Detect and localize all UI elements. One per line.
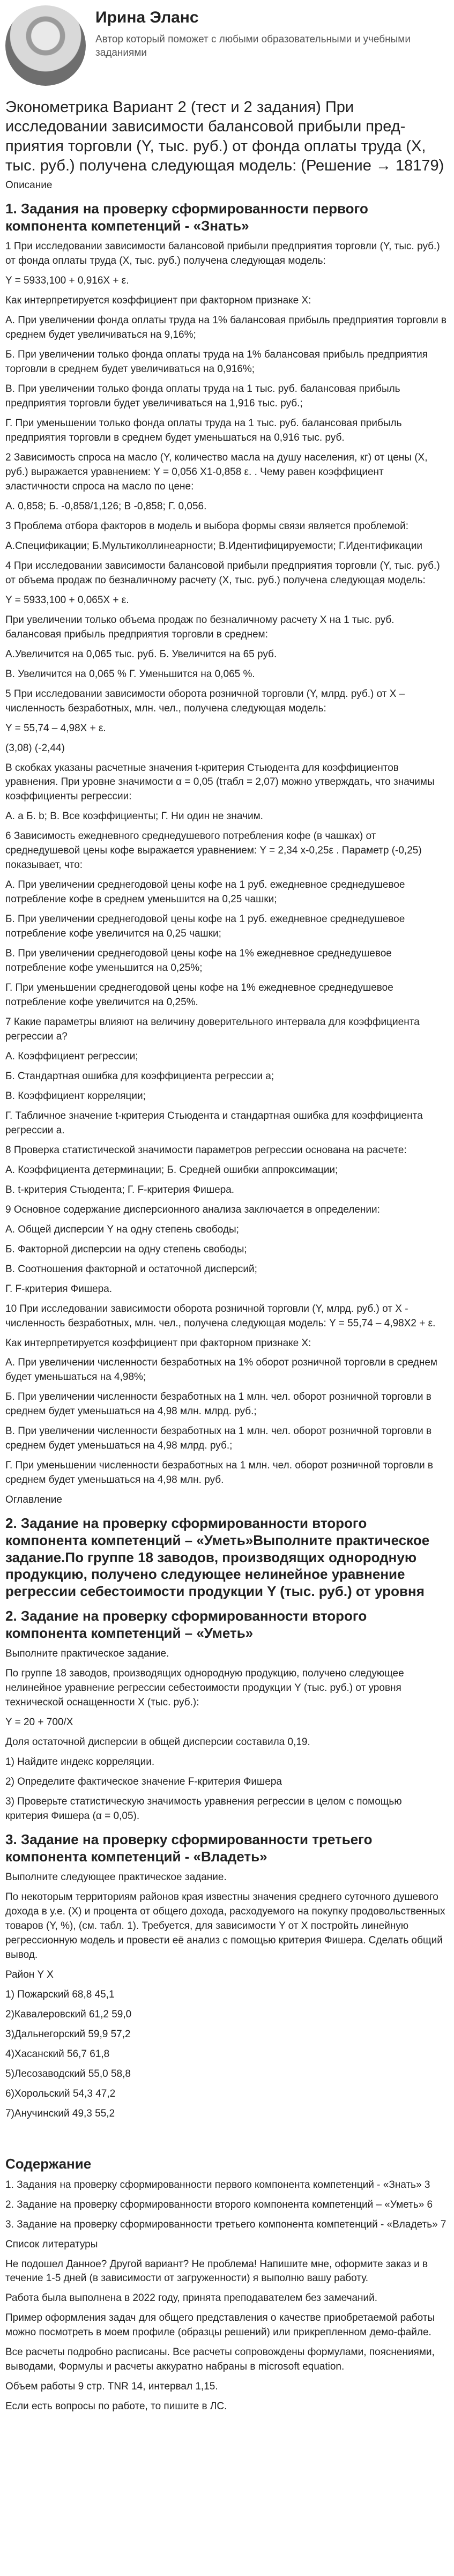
avatar[interactable] [5, 5, 86, 86]
toc-heading: Содержание [5, 2155, 92, 2172]
paragraph: Выполните практическое задание. [5, 1648, 169, 1660]
paragraph: 8 Проверка статистической значимости параметров регрессии основана на расчете: [5, 1144, 407, 1156]
paragraph: А. Коэффициента детерминации; Б. Средней ошибки аппроксимации; [5, 1164, 338, 1176]
paragraph: 3)Дальнегорский 59,9 57,2 [5, 2029, 131, 2040]
paragraph: Не подошел Данное? Другой вариант? Не проблема! Напишите мне, оформите заказ и в течение 1-5 дней (в зависимости от загруженности) я выполню вашу работу. [5, 2258, 428, 2284]
paragraph: В. Увеличится на 0,065 % Г. Уменьшится на 0,065 %. [5, 668, 255, 680]
paragraph: Б. При увеличении только фонда оплаты труда на 1% балансовая прибыль предприятия торговли в среднем будет увеличиваться на 0,916%; [5, 349, 428, 375]
paragraph: 4)Хасанский 56,7 61,8 [5, 2048, 110, 2060]
toc-item: 3. Задание на проверку сформированности третьего компонента компетенций - «Владеть» 7 [5, 2218, 446, 2230]
paragraph: А. При увеличении численности безработных на 1% оборот розничной торговли в среднем будет уменьшаться на 4,98%; [5, 1357, 437, 1383]
paragraph: А.Спецификации; Б.Мультиколлинеарности; В.Идентифицируемости; Г.Идентификации [5, 540, 423, 552]
paragraph: 1 При исследовании зависимости балансовой прибыли предприятия торговли (Y, тыс. руб.) от фонда оплаты труда (X, тыс. руб.) получена следующая модель: [5, 241, 440, 267]
paragraph: 10 При исследовании зависимости оборота розничной торговли (Y, млрд. руб.) от X - численность безработных, млн. чел., получена следующая модель: Y = 55,74 – 4,98X2 + ε. [5, 1303, 436, 1329]
author-description: Автор который поможет с любыми образовательными и учебными заданиями [95, 33, 411, 59]
paragraph: При увеличении только объема продаж по безналичному расчету X на 1 тыс. руб. балансовая прибыль предприятия торговли в среднем: [5, 614, 395, 640]
paragraph: 1) Найдите индекс корреляции. [5, 1756, 155, 1768]
paragraph: Б. Факторной дисперсии на одну степень свободы; [5, 1243, 247, 1255]
paragraph: 2) Определите фактическое значение F-критерия Фишера [5, 1776, 282, 1787]
paragraph: А. Коэффициент регрессии; [5, 1050, 138, 1062]
section-1-heading: 1. Задания на проверку сформированности первого компонента компетенций - «Знать» [5, 200, 368, 234]
paragraph: В скобках указаны расчетные значения t-критерия Стьюдента для коэффициентов уравнения. При уровне значимости α = 0,05 (tтабл = 2,07) можно утверждать, что значимы коэффициенты регрессии: [5, 762, 435, 803]
paragraph: В. t-критерия Стьюдента; Г. F-критерия Фишера. [5, 1184, 235, 1196]
paragraph: 7)Анучинский 49,3 55,2 [5, 2107, 115, 2119]
toc-item: 1. Задания на проверку сформированности первого компонента компетенций - «Знать» 3 [5, 2179, 430, 2191]
paragraph: (3,08) (-2,44) [5, 742, 65, 754]
paragraph: Работа была выполнена в 2022 году, принята преподавателем без замечаний. [5, 2292, 378, 2304]
paragraph: Y = 20 + 700/X [5, 1717, 73, 1728]
paragraph: 3 Проблема отбора факторов в модель и выбора формы связи является проблемой: [5, 520, 409, 532]
paragraph: 5)Лесозаводский 55,0 58,8 [5, 2068, 131, 2080]
paragraph: 4 При исследовании зависимости балансовой прибыли предприятия торговли (Y, тыс. руб.) от объема продаж по безналичному расчету (X, тыс. руб.) получена следующая модель: [5, 560, 440, 586]
paragraph: 9 Основное содержание дисперсионного анализа заключается в определении: [5, 1204, 380, 1215]
section-2b-heading: 2. Задание на проверку сформированности второго компонента компетенций – «Уметь» [5, 1607, 367, 1641]
paragraph: А. При увеличении среднегодовой цены кофе на 1 руб. ежедневное среднедушевое потребление кофе в среднем уменьшится на 0,25 чашки; [5, 879, 405, 905]
paragraph: В. При увеличении среднегодовой цены кофе на 1% ежедневное среднедушевое потребление кофе уменьшится на 0,25%; [5, 948, 392, 974]
section-2a-heading: 2. Задание на проверку сформированности второго компонента компетенций – «Уметь»Выполните практическое задание.По группе 18 заводов, производящих однородную продукцию, получено следующее нелинейное уравнение регрессии себестоимости продукции Y (тыс. руб.) от уровня [5, 1515, 430, 1600]
paragraph: А. а Б. b; В. Все коэффициенты; Г. Ни один не значим. [5, 811, 263, 822]
section-2b-body [5, 1647, 446, 1824]
paragraph: Пример оформления задач для общего представления о качестве приобретаемой работы можно посмотреть в моем профиле (образцы решений) или прикрепленном демо-файле. [5, 2312, 435, 2339]
paragraph: Как интерпретируется коэффициент при факторном признаке X: [5, 1337, 311, 1349]
paragraph: Г. При уменьшении численности безработных на 1 млн. чел. оборот розничной торговли в среднем будет уменьшаться на 4,98 млн. руб. [5, 1460, 433, 1486]
paragraph: 2 Зависимость спроса на масло (Y, количество масла на душу населения, кг) от цены (X, руб.) выражается уравнением: Y = 0,056 X1-0,858 ε. . Чему равен коэффициент эластичности спроса на масло по цене: [5, 452, 428, 492]
paragraph: Объем работы 9 стр. TNR 14, интервал 1,15. [5, 2381, 218, 2393]
paragraph: Г. F-критерия Фишера. [5, 1283, 113, 1295]
paragraph: По некоторым территориям районов края известны значения среднего суточного душевого дохода в у.е. (X) и процента от общего дохода, расходуемого на покупку продовольственных товаров (Y, %), (см. табл. 1). Требуется, для зависимости Y от X постройть линейную регрессионную модель и провести её анализ с помощью критерия Фишера. Сделать общий вывод. [5, 1891, 445, 1961]
paragraph: 5 При исследовании зависимости оборота розничной торговли (Y, млрд. руб.) от X – численность безработных, млн. чел., получена следующая модель: [5, 688, 405, 714]
section-3-body [5, 1870, 446, 2121]
paragraph: 6 Зависимость ежедневного среднедушевого потребления кофе (в чашках) от среднедушевой цены кофе выражается уравнением: Y = 2,34 x-0,25ε . Параметр (-0,25) показывает, что: [5, 830, 422, 871]
paragraph: А. Общей дисперсии Y на одну степень свободы; [5, 1223, 239, 1235]
toc-list [5, 2178, 446, 2232]
paragraph: Г. При уменьшении только фонда оплаты труда на 1 тыс. руб. балансовая прибыль предприятия торговли в среднем будет уменьшаться на 0,916 тыс. руб. [5, 418, 402, 444]
paragraph: По группе 18 заводов, производящих однородную продукцию, получено следующее нелинейное уравнение регрессии себестоимости продукции Y (тыс. руб.) от уровня технической оснащенности X (тыс. руб.): [5, 1668, 404, 1709]
paragraph: Y = 5933,100 + 0,916X + ε. [5, 275, 129, 287]
paragraph: Доля остаточной дисперсии в общей дисперсии составила 0,19. [5, 1736, 310, 1748]
author-card[interactable] [5, 5, 446, 86]
paragraph: В. Соотношения факторной и остаточной дисперсий; [5, 1263, 257, 1275]
paragraph: В. Коэффициент корреляции; [5, 1090, 146, 1102]
page-title: Эконометрика Вариант 2 (тест и 2 задания) При исследовании зависимости балансовой прибыли пред-приятия торговли (Y, тыс. руб.) от фонда оплаты труда (X, тыс. руб.) получена следующая модель: (Решение → 18179) [5, 99, 444, 174]
paragraph: Выполните следующее практическое задание. [5, 1872, 227, 1883]
paragraph: 7 Какие параметры влияют на величину доверительного интервала для коэффициента регрессии a? [5, 1016, 420, 1042]
section-3-heading: 3. Задание на проверку сформированности третьего компонента компетенций - «Владеть» [5, 1831, 373, 1865]
author-info [95, 5, 446, 60]
paragraph: Г. При уменьшении среднегодовой цены кофе на 1% ежедневное среднедушевое потребление кофе увеличится на 0,25%. [5, 982, 393, 1008]
paragraph: Район Y X [5, 1969, 54, 1981]
paragraph: А. При увеличении фонда оплаты труда на 1% балансовая прибыль предприятия торговли в среднем будет увеличиваться на 9,16%; [5, 315, 447, 341]
author-name[interactable]: Ирина Эланс [95, 9, 199, 26]
paragraph: В. При увеличении только фонда оплаты труда на 1 тыс. руб. балансовая прибыль предприятия торговли будет увеличиваться на 1,916 тыс. руб.; [5, 383, 400, 410]
section-1-body [5, 240, 446, 1488]
paragraph: Все расчеты подробно расписаны. Все расчеты сопровождены формулами, пояснениями, выводами, Формулы и расчеты аккуратно набраны в microsoft equation. [5, 2347, 435, 2373]
paragraph: Б. Стандартная ошибка для коэффициента регрессии a; [5, 1070, 274, 1082]
contents-label: Оглавление [5, 1494, 62, 1506]
paragraph: В. При увеличении численности безработных на 1 млн. чел. оборот розничной торговли в среднем будет уменьшаться на 4,98 млрд. руб.; [5, 1426, 432, 1452]
paragraph: Б. При увеличении численности безработных на 1 млн. чел. оборот розничной торговли в среднем будет уменьшаться на 4,98 млн. млрд. руб.; [5, 1391, 431, 1417]
paragraph: Б. При увеличении среднегодовой цены кофе на 1 руб. ежедневное среднедушевое потребление кофе увеличится на 0,25 чашки; [5, 914, 405, 940]
paragraph: 1) Пожарский 68,8 45,1 [5, 1989, 115, 2001]
toc-item: 2. Задание на проверку сформированности второго компонента компетенций – «Уметь» 6 [5, 2199, 433, 2210]
footer-notes [5, 2238, 446, 2415]
paragraph: 3) Проверьте статистическую значимость уравнения регрессии в целом с помощью критерия Фишера (α = 0,05). [5, 1795, 402, 1822]
paragraph: Y = 5933,100 + 0,065X + ε. [5, 594, 129, 606]
paragraph: 6)Хорольский 54,3 47,2 [5, 2088, 116, 2099]
paragraph: А. 0,858; Б. -0,858/1,126; В -0,858; Г. 0,056. [5, 500, 207, 512]
paragraph: А.Увеличится на 0,065 тыс. руб. Б. Увеличится на 65 руб. [5, 648, 277, 660]
description-label: Описание [5, 180, 53, 191]
paragraph: Как интерпретируется коэффициент при факторном признаке X: [5, 295, 311, 307]
paragraph: Г. Табличное значение t-критерия Стьюдента и стандартная ошибка для коэффициента регрессии a. [5, 1110, 423, 1136]
paragraph: 2)Кавалеровский 61,2 59,0 [5, 2009, 132, 2021]
paragraph: Y = 55,74 – 4,98X + ε. [5, 722, 106, 734]
paragraph: Если есть вопросы по работе, то пишите в ЛС. [5, 2401, 227, 2412]
paragraph: Список литературы [5, 2238, 98, 2250]
